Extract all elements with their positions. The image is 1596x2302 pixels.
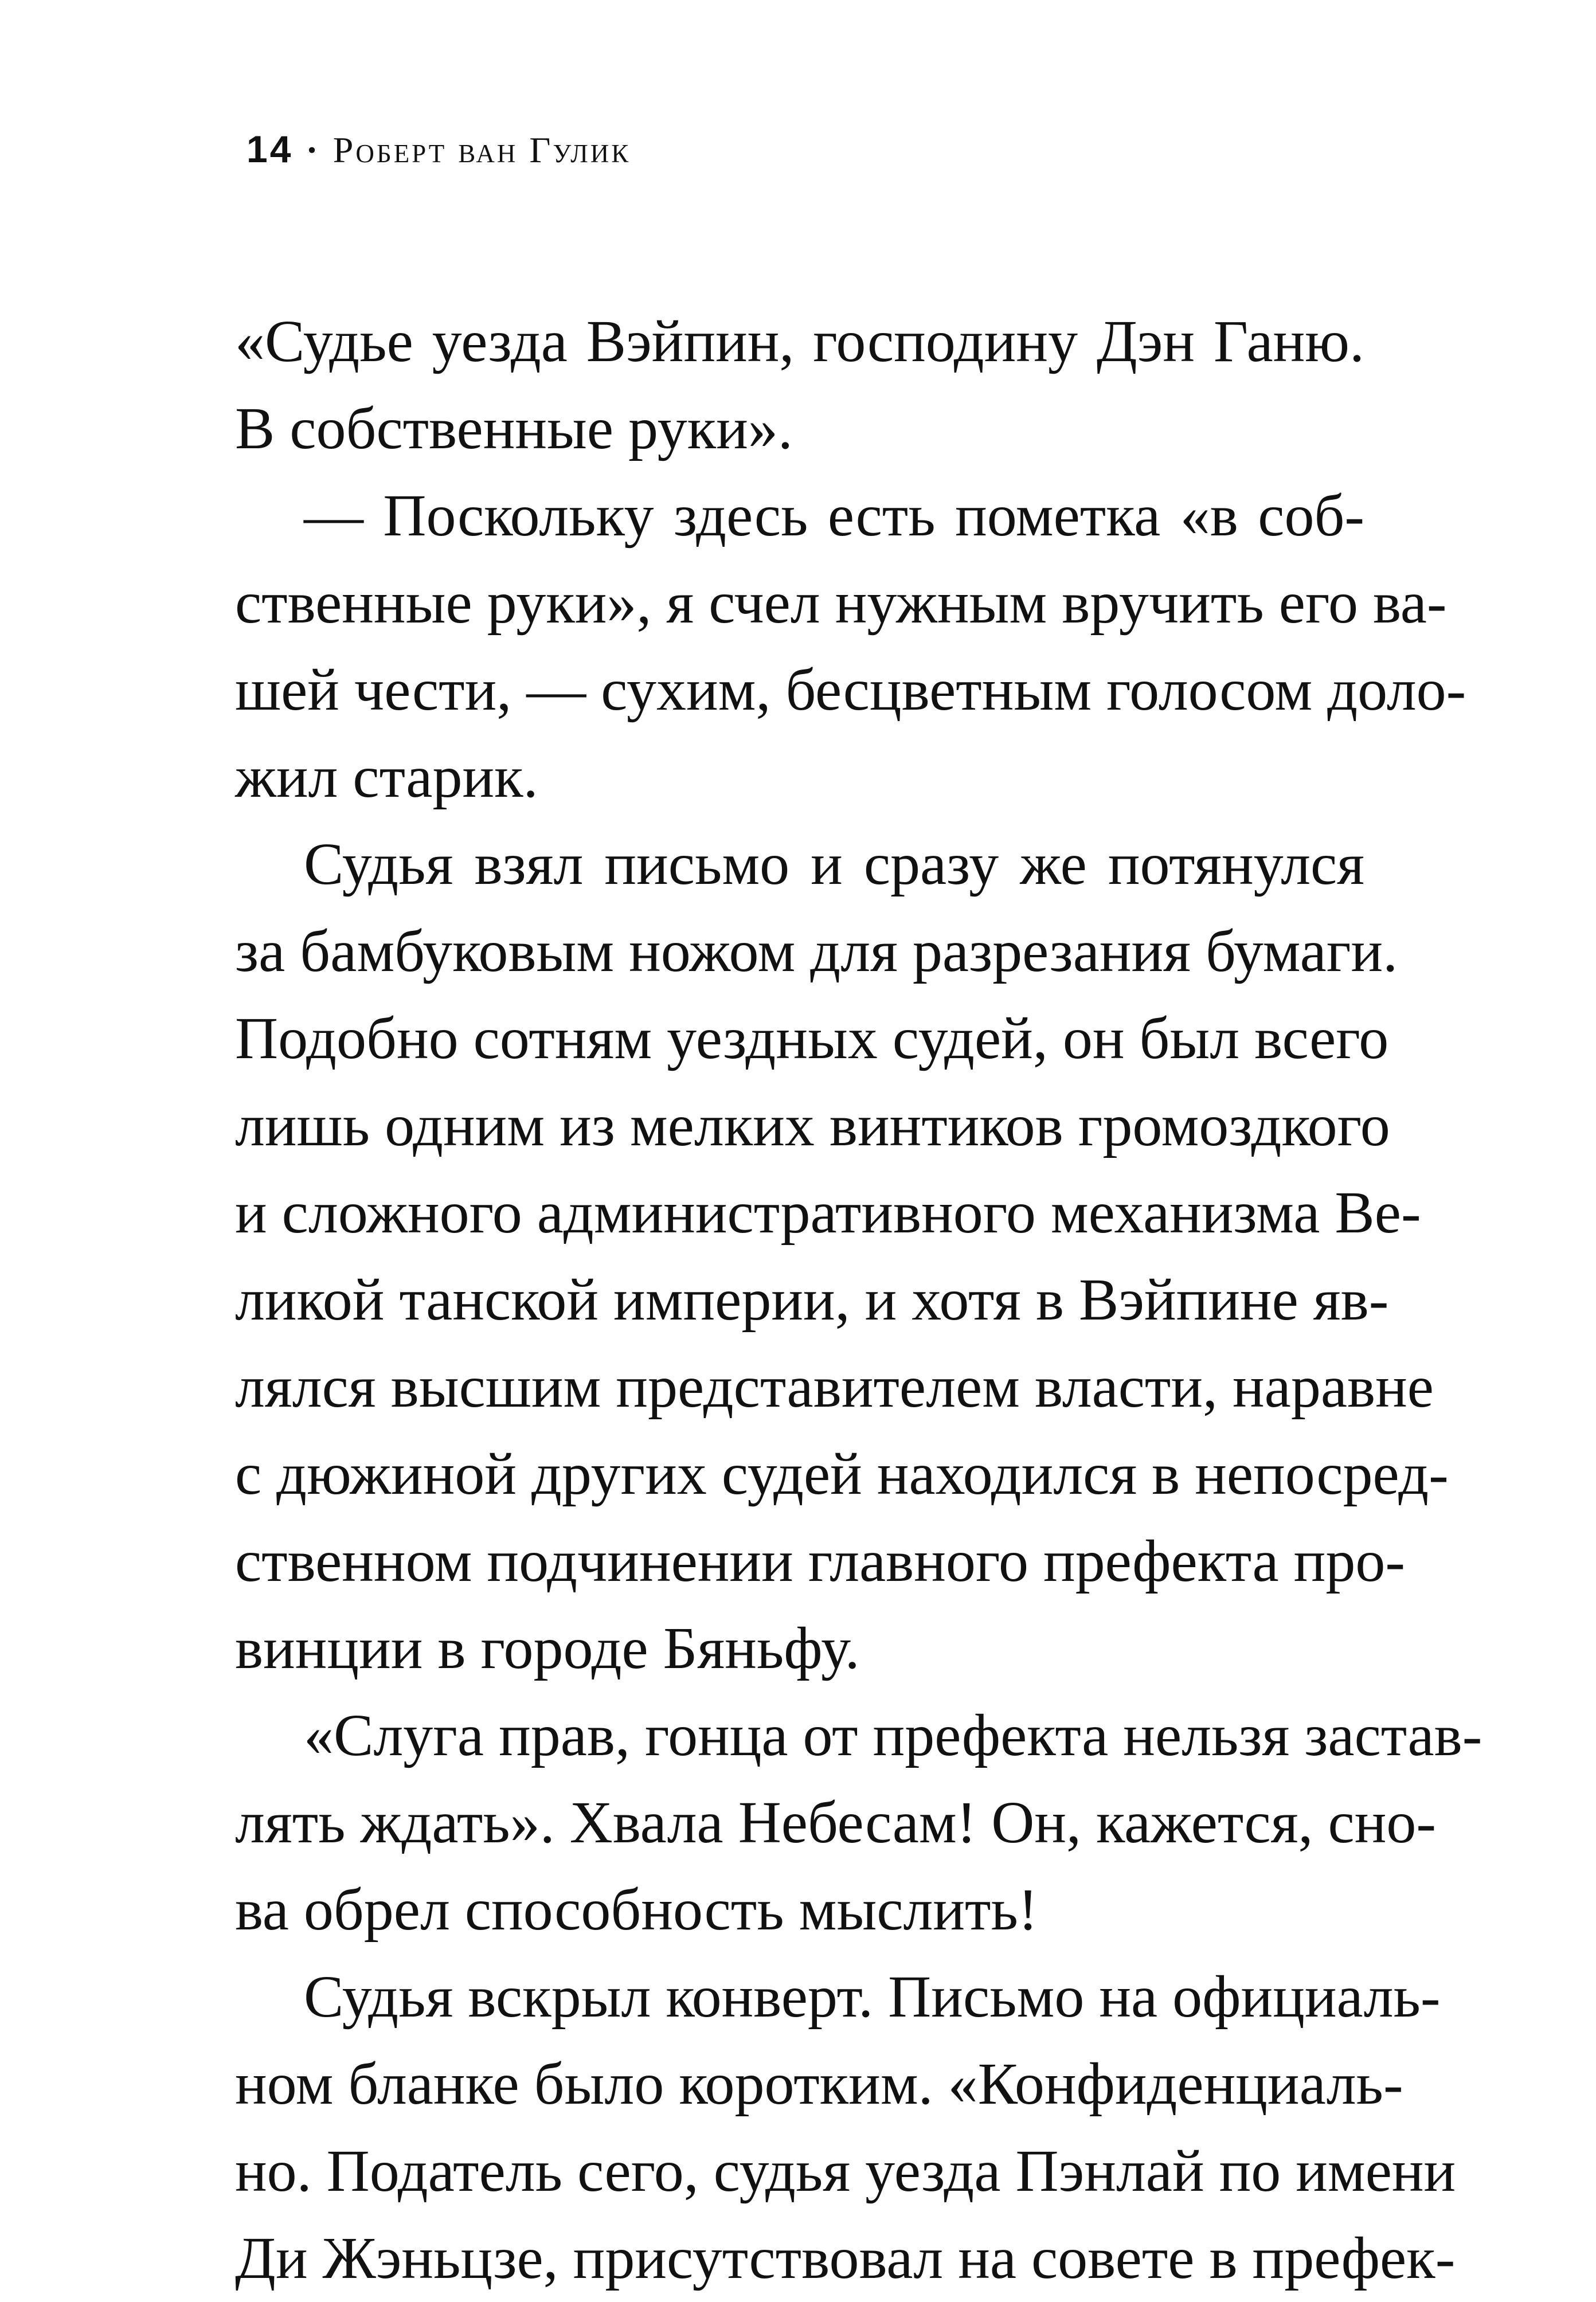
text-line: Судья вскрыл конверт. Письмо на официаль- bbox=[304, 1964, 1441, 2030]
text-line: «Слуга прав, гонца от префекта нельзя застав- bbox=[304, 1702, 1482, 1768]
text-line: ва обрел способность мыслить! bbox=[235, 1877, 1038, 1943]
text-line: и сложного административного механизма Ве- bbox=[235, 1180, 1421, 1246]
text-line: Подобно сотням уездных судей, он был всего bbox=[235, 1005, 1389, 1071]
text-line: Судья взял письмо и сразу же потянулся bbox=[304, 831, 1364, 897]
text-line: лять ждать». Хвала Небесам! Он, кажется, сно- bbox=[235, 1790, 1436, 1855]
text-line: «Судье уезда Вэйпин, господину Дэн Ганю. bbox=[235, 308, 1364, 374]
body-text bbox=[235, 298, 1482, 2302]
text-line: — Поскольку здесь есть пометка «в соб- bbox=[304, 483, 1364, 549]
text-line: но. Податель сего, судья уезда Пэнлай по имени bbox=[235, 2138, 1456, 2204]
text-line: ственные руки», я счел нужным вручить его ва- bbox=[235, 570, 1447, 636]
text-line: ликой танской империи, и хотя в Вэйпине яв- bbox=[235, 1267, 1389, 1333]
text-line: с дюжиной других судей находился в непосред- bbox=[235, 1441, 1449, 1507]
text-line: винции в городе Бяньфу. bbox=[235, 1615, 860, 1681]
text-line: за бамбуковым ножом для разрезания бумаги. bbox=[235, 918, 1398, 984]
author-name: Роберт ван Гулик bbox=[332, 130, 631, 170]
text-line: шей чести, — сухим, бесцветным голосом доло- bbox=[235, 657, 1466, 723]
text-line: лишь одним из мелких винтиков громоздкого bbox=[235, 1093, 1390, 1158]
text-line: жил старик. bbox=[235, 744, 538, 810]
header-separator: · bbox=[306, 130, 320, 170]
text-line: ственном подчинении главного префекта про- bbox=[235, 1528, 1405, 1594]
text-line: Ди Жэньцзе, присутствовал на совете в префек- bbox=[235, 2225, 1456, 2291]
text-line: ном бланке было коротким. «Конфиденциаль- bbox=[235, 2051, 1403, 2117]
page-number: 14 bbox=[247, 128, 294, 170]
text-line: В собственные руки». bbox=[235, 396, 793, 461]
running-head bbox=[247, 126, 631, 173]
text-line: лялся высшим представителем власти, наравне bbox=[235, 1354, 1434, 1420]
